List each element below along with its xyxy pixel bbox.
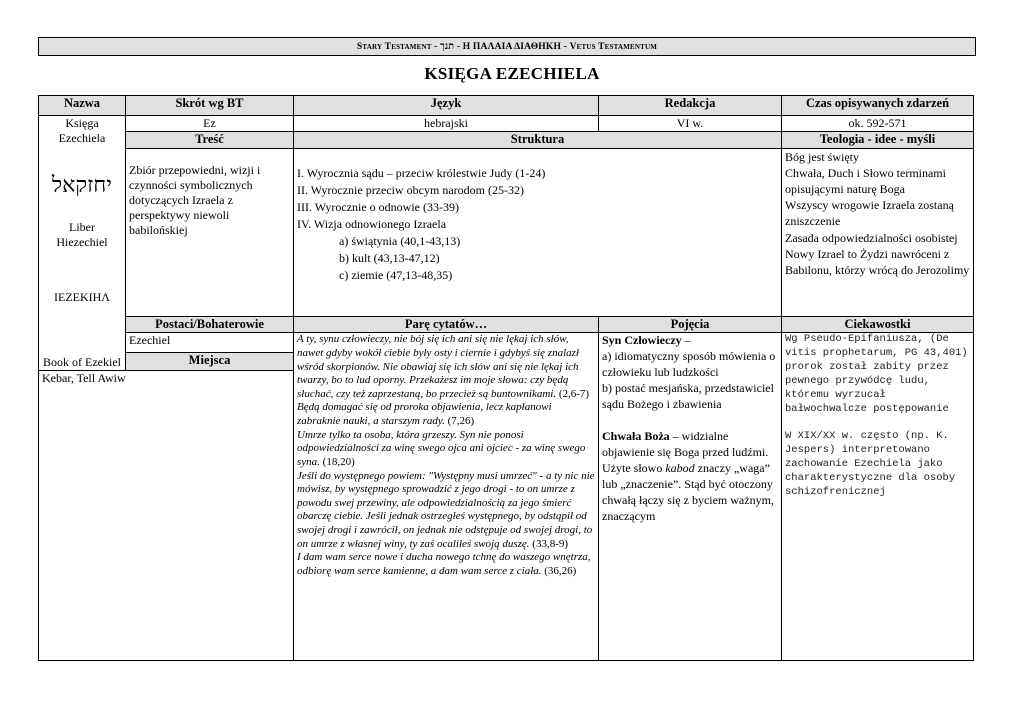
struktura-item: II. Wyrocznie przeciw obcym narodom (25-32) xyxy=(297,182,524,197)
header-tresc: Treść xyxy=(126,132,294,149)
header-pojecia: Pojęcia xyxy=(599,316,782,333)
ciekawostka-item: Wg Pseudo-Epifaniusza, (De vitis prophetarum, PG 43,401) prorok został zabity przez pewnego przywódcę ludu, któremu wyrzucał bałwochwalcze postępowanie xyxy=(785,333,968,416)
ciekawostka-item: W XIX/XX w. często (np. K. Jespers) interpretowano zachowanie Ezechiela jako charakterystyczne dla osoby schizofrenicznej xyxy=(785,429,956,498)
cytaty-text: A ty, synu człowieczy, nie bój się ich ani się nie lękaj ich słów, nawet gdyby wokół ciebie były osty i ciernie i gdybyś się znalazł wśród skorpionów. Nie obawiaj się ich słów ani się nie lękaj ich twarzy, bo to lud oporny. Przekażesz im moje słowa: czy będą słuchać, czy też zaprzestaną, bo przecież są buntownikami. (2,6-7) Będą domagać się od proroka objawienia, lecz kapłanowi zabraknie nauki, a starszym rady. (7,26) Umrze tylko ta osoba, która grzeszy. Syn nie ponosi odpowiedzialności za winę swego ojca ani ojciec - za winę swego syna. (18,20) Jeśli do występnego powiem: "Występny musi umrzeć" - a ty nic nie mówisz, by występnego sprowadzić z jego drogi - to on umrze z powodu swej przewiny, ale odpowiedzialnością za jego śmierć obarczę ciebie. Jeśli jednak ostrzegłeś występnego, by odstąpił od swojej drogi i zawrócił, on jednak nie odstępuje od swojej drogi, to on umrze z własnej winy, ty zaś ocaliłeś swoją duszę. (33,8-9) I dam wam serce nowe i ducha nowego tchnę do waszego wnętrza, odbiorę wam serce kamienne, a dam wam serce z ciała. (36,26) xyxy=(294,333,599,661)
page-title: KSIĘGA EZECHIELA xyxy=(424,64,600,83)
nazwa-cell xyxy=(39,116,126,371)
struktura-subitem: a) świątynia (40,1-43,13) xyxy=(339,233,461,248)
tresc-text: Zbiór przepowiedni, wizji i czynności symbolicznych dotyczących Izraela z perspektywy niewoli babilońskiej xyxy=(126,148,294,316)
struktura-subitem: c) ziemie (47,13-48,35) xyxy=(339,267,453,282)
struktura-item: IV. Wizja odnowionego Izraela xyxy=(297,216,447,231)
header-czas: Czas opisywanych zdarzeń xyxy=(782,96,974,116)
header-nazwa: Nazwa xyxy=(39,96,126,116)
struktura-subitem: b) kult (43,13-47,12) xyxy=(339,250,440,265)
series-banner: Stary Testament - תנך - Η ΠΑΛΑΙΑ ΔΙΑΘΗΚΗ - Vetus Testamentum xyxy=(38,37,976,56)
name-english: Book of Ezekiel xyxy=(43,355,121,369)
postaci-value: Ezechiel xyxy=(126,333,294,353)
header-ciekawostki: Ciekawostki xyxy=(782,316,974,333)
teologia-list xyxy=(782,148,974,316)
header-postaci: Postaci/Bohaterowie xyxy=(126,316,294,333)
teologia-item: Wszyscy wrogowie Izraela zostaną zniszczenie xyxy=(785,198,954,229)
name-hebrew: יחזקאל xyxy=(51,172,113,197)
name-polish: Księga Ezechiela xyxy=(58,116,106,145)
ciekawostki-text xyxy=(782,333,974,661)
name-greek: ΙΕΖΕΚΙΗΛ xyxy=(53,290,110,304)
teologia-item: Nowy Izrael to Żydzi nawróceni z Babilonu, którzy wrócą do Jerozolimy xyxy=(785,246,970,277)
teologia-item: Zasada odpowiedzialności osobistej xyxy=(785,230,958,245)
header-struktura: Struktura xyxy=(294,132,782,149)
header-redakcja: Redakcja xyxy=(599,96,782,116)
header-teologia: Teologia - idee - myśli xyxy=(782,132,974,149)
teologia-item: Bóg jest święty xyxy=(785,149,859,164)
redakcja-value: VI w. xyxy=(599,116,782,132)
header-jezyk: Język xyxy=(294,96,599,116)
struktura-item: I. Wyrocznia sądu – przeciw królestwie Judy (1-24) xyxy=(297,165,546,180)
skrot-value: Ez xyxy=(126,116,294,132)
pojecia-text: Syn Człowieczy – a) idiomatyczny sposób mówienia o człowieku lub ludzkości b) postać mesjańska, przedstawiciel sądu Bożego i zbawienia Chwała Boża – widzialne objawienie się Boga przed ludźmi. Użyte słowo kabod znaczy „waga” lub „znaczenie”. Stąd być otoczony chwałą łączy się z byciem ważnym, znaczącym xyxy=(599,333,782,661)
czas-value: ok. 592-571 xyxy=(782,116,974,132)
book-summary-table xyxy=(38,95,974,661)
name-latin: Liber Hiezechiel xyxy=(56,220,108,249)
header-cytaty: Parę cytatów… xyxy=(294,316,599,333)
struktura-item: III. Wyrocznie o odnowie (33-39) xyxy=(297,199,459,214)
header-miejsca: Miejsca xyxy=(126,353,294,371)
teologia-item: Chwała, Duch i Słowo terminami opisującymi naturę Boga xyxy=(785,165,946,196)
struktura-list xyxy=(294,148,782,316)
header-skrot: Skrót wg BT xyxy=(126,96,294,116)
jezyk-value: hebrajski xyxy=(294,116,599,132)
miejsca-value: Kebar, Tell Awiw xyxy=(39,371,294,661)
